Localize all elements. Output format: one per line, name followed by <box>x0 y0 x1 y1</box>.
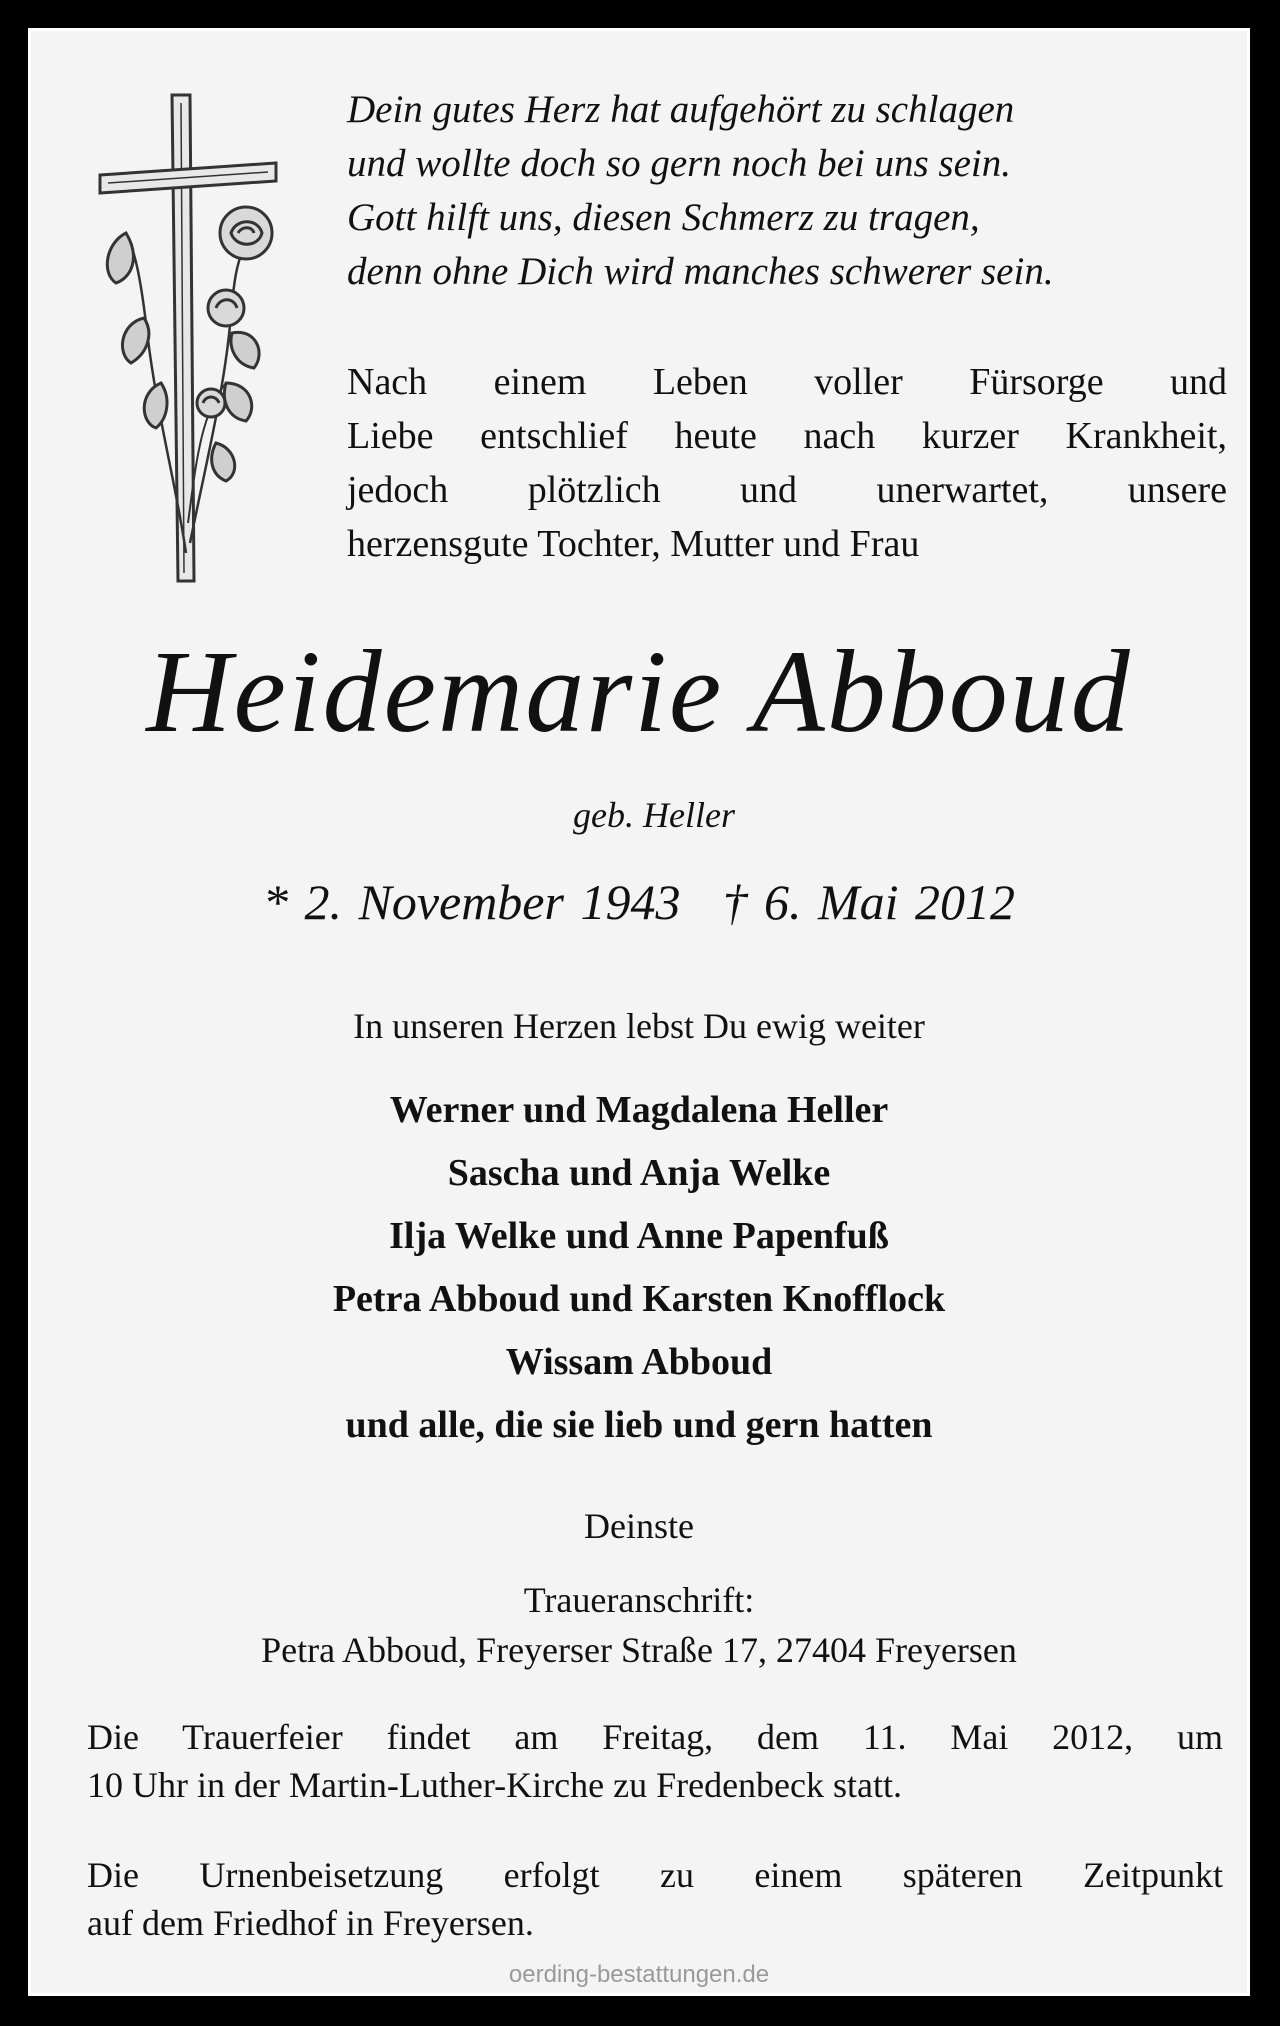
poem-line: Gott hilft uns, diesen Schmerz zu tragen, <box>347 196 980 239</box>
mourner: Wissam Abboud <box>505 1341 773 1383</box>
mourner: Ilja Welke und Anne Papenfuß <box>389 1215 889 1257</box>
source-footer: oerding-bestattungen.de <box>508 1961 770 1988</box>
burial-info <box>87 1851 1223 1947</box>
intro-line: jedoch plötzlich und unerwartet, unsere <box>347 469 1227 511</box>
mourners-list <box>31 1079 1247 1457</box>
birth-date: * 2. November 1943 <box>262 874 681 930</box>
obituary-notice <box>28 28 1250 1996</box>
mourner: Petra Abboud und Karsten Knofflock <box>332 1278 946 1320</box>
cross-with-roses-icon <box>86 83 286 593</box>
intro-line: herzensgute Tochter, Mutter und Frau <box>347 523 920 565</box>
poem-line: und wollte doch so gern noch bei uns sein. <box>347 142 1012 185</box>
poem-line: denn ohne Dich wird manches schwerer sein. <box>347 250 1054 293</box>
intro-text <box>347 355 1227 571</box>
maiden-name: geb. Heller <box>573 795 735 835</box>
mourner: Werner und Magdalena Heller <box>389 1089 889 1131</box>
life-dates <box>31 871 1247 933</box>
burial-line: Die Urnenbeisetzung erfolgt zu einem späteren Zeitpunkt <box>87 1855 1223 1895</box>
poem <box>347 83 1227 299</box>
poem-line: Dein gutes Herz hat aufgehört zu schlagen <box>347 88 1015 131</box>
burial-line: auf dem Friedhof in Freyersen. <box>87 1903 534 1943</box>
mourner: Sascha und Anja Welke <box>447 1152 831 1194</box>
intro-line: Nach einem Leben voller Fürsorge und <box>347 361 1227 403</box>
place: Deinste <box>584 1506 694 1546</box>
death-date: † 6. Mai 2012 <box>722 874 1016 930</box>
ceremony-line: 10 Uhr in der Martin-Luther-Kirche zu Fredenbeck statt. <box>87 1765 902 1805</box>
ceremony-info <box>87 1713 1223 1809</box>
deceased-name: Heidemarie Abboud <box>146 626 1132 757</box>
motto: In unseren Herzen lebst Du ewig weiter <box>353 1006 925 1046</box>
address-value: Petra Abboud, Freyerser Straße 17, 27404 Freyersen <box>261 1630 1017 1670</box>
ceremony-line: Die Trauerfeier findet am Freitag, dem 11. Mai 2012, um <box>87 1717 1223 1757</box>
mourner: und alle, die sie lieb und gern hatten <box>345 1404 933 1446</box>
address-label: Traueranschrift: <box>523 1580 755 1620</box>
mourning-address <box>31 1575 1247 1675</box>
intro-line: Liebe entschlief heute nach kurzer Krankheit, <box>347 415 1227 457</box>
